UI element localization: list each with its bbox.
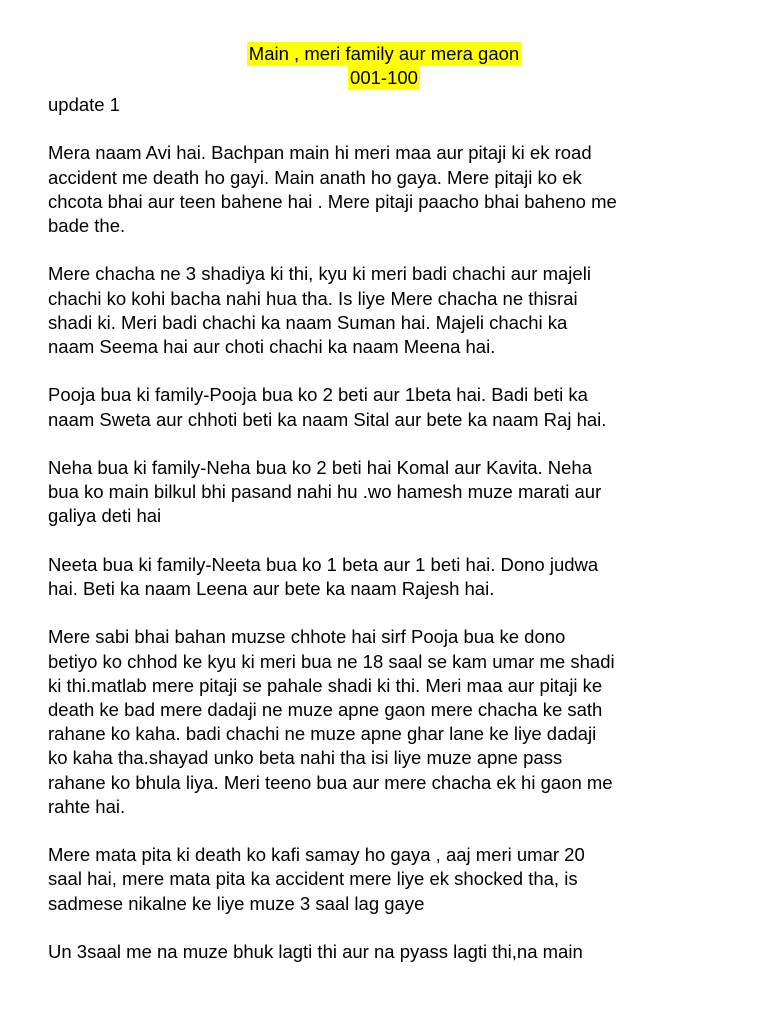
paragraph-6: Mere sabi bhai bahan muzse chhote hai sirf Pooja bua ke dono betiyo ko chhod ke kyu ki meri bua ne 18 saal se kam umar me shadi ki thi.matlab mere pitaji se pahale shadi ki thi. Meri maa aur pitaji ke death ke bad mere dadaji ne muze apne gaon mere chacha ke sath rahane ko kaha. badi chachi ne muze apne ghar lane ke liye dadaji ko kaha tha.shayad unko beta nahi tha isi liye muze apne pass rahane ko bhula liya. Meri teeno bua aur mere chacha ek hi gaon me rahte hai. (48, 626, 615, 817)
update-label: update 1 (48, 94, 121, 115)
title-line-2: 001-100 (350, 67, 418, 88)
paragraph-2: Mere chacha ne 3 shadiya ki thi, kyu ki meri badi chachi aur majeli chachi ko kohi bacha nahi hua tha. Is liye Mere chacha ne thisrai shadi ki. Meri badi chachi ka naam Suman hai. Majeli chachi ka naam Seema hai aur choti chachi ka naam Meena hai. (48, 263, 591, 357)
paragraph-1: Mera naam Avi hai. Bachpan main hi meri maa aur pitaji ki ek road accident me death ho gayi. Main anath ho gaya. Mere pitaji ko ek chcota bhai aur teen bahene hai . Mere pitaji paacho bhai baheno me bade the. (48, 142, 617, 236)
paragraph-5: Neeta bua ki family-Neeta bua ko 1 beta aur 1 beti hai. Dono judwa hai. Beti ka naam Leena aur bete ka naam Rajesh hai. (48, 553, 599, 599)
document-title (0, 42, 768, 90)
title-line-1: Main , meri family aur mera gaon (248, 43, 520, 64)
paragraph-7: Mere mata pita ki death ko kafi samay ho gaya , aaj meri umar 20 saal hai, mere mata pita ka accident mere liye ek shocked tha, is sadmese nikalne ke liye muze 3 saal lag gaye (48, 844, 585, 914)
document-body (48, 93, 748, 964)
paragraph-4: Neha bua ki family-Neha bua ko 2 beti hai Komal aur Kavita. Neha bua ko main bilkul bhi pasand nahi hu .wo hamesh muze marati aur galiya deti hai (48, 456, 602, 527)
paragraph-8: Un 3saal me na muze bhuk lagti thi aur na pyass lagti thi,na main (48, 940, 583, 962)
paragraph-3: Pooja bua ki family-Pooja bua ko 2 beti aur 1beta hai. Badi beti ka naam Sweta aur chhoti beti ka naam Sital aur bete ka naam Raj hai. (48, 384, 607, 430)
